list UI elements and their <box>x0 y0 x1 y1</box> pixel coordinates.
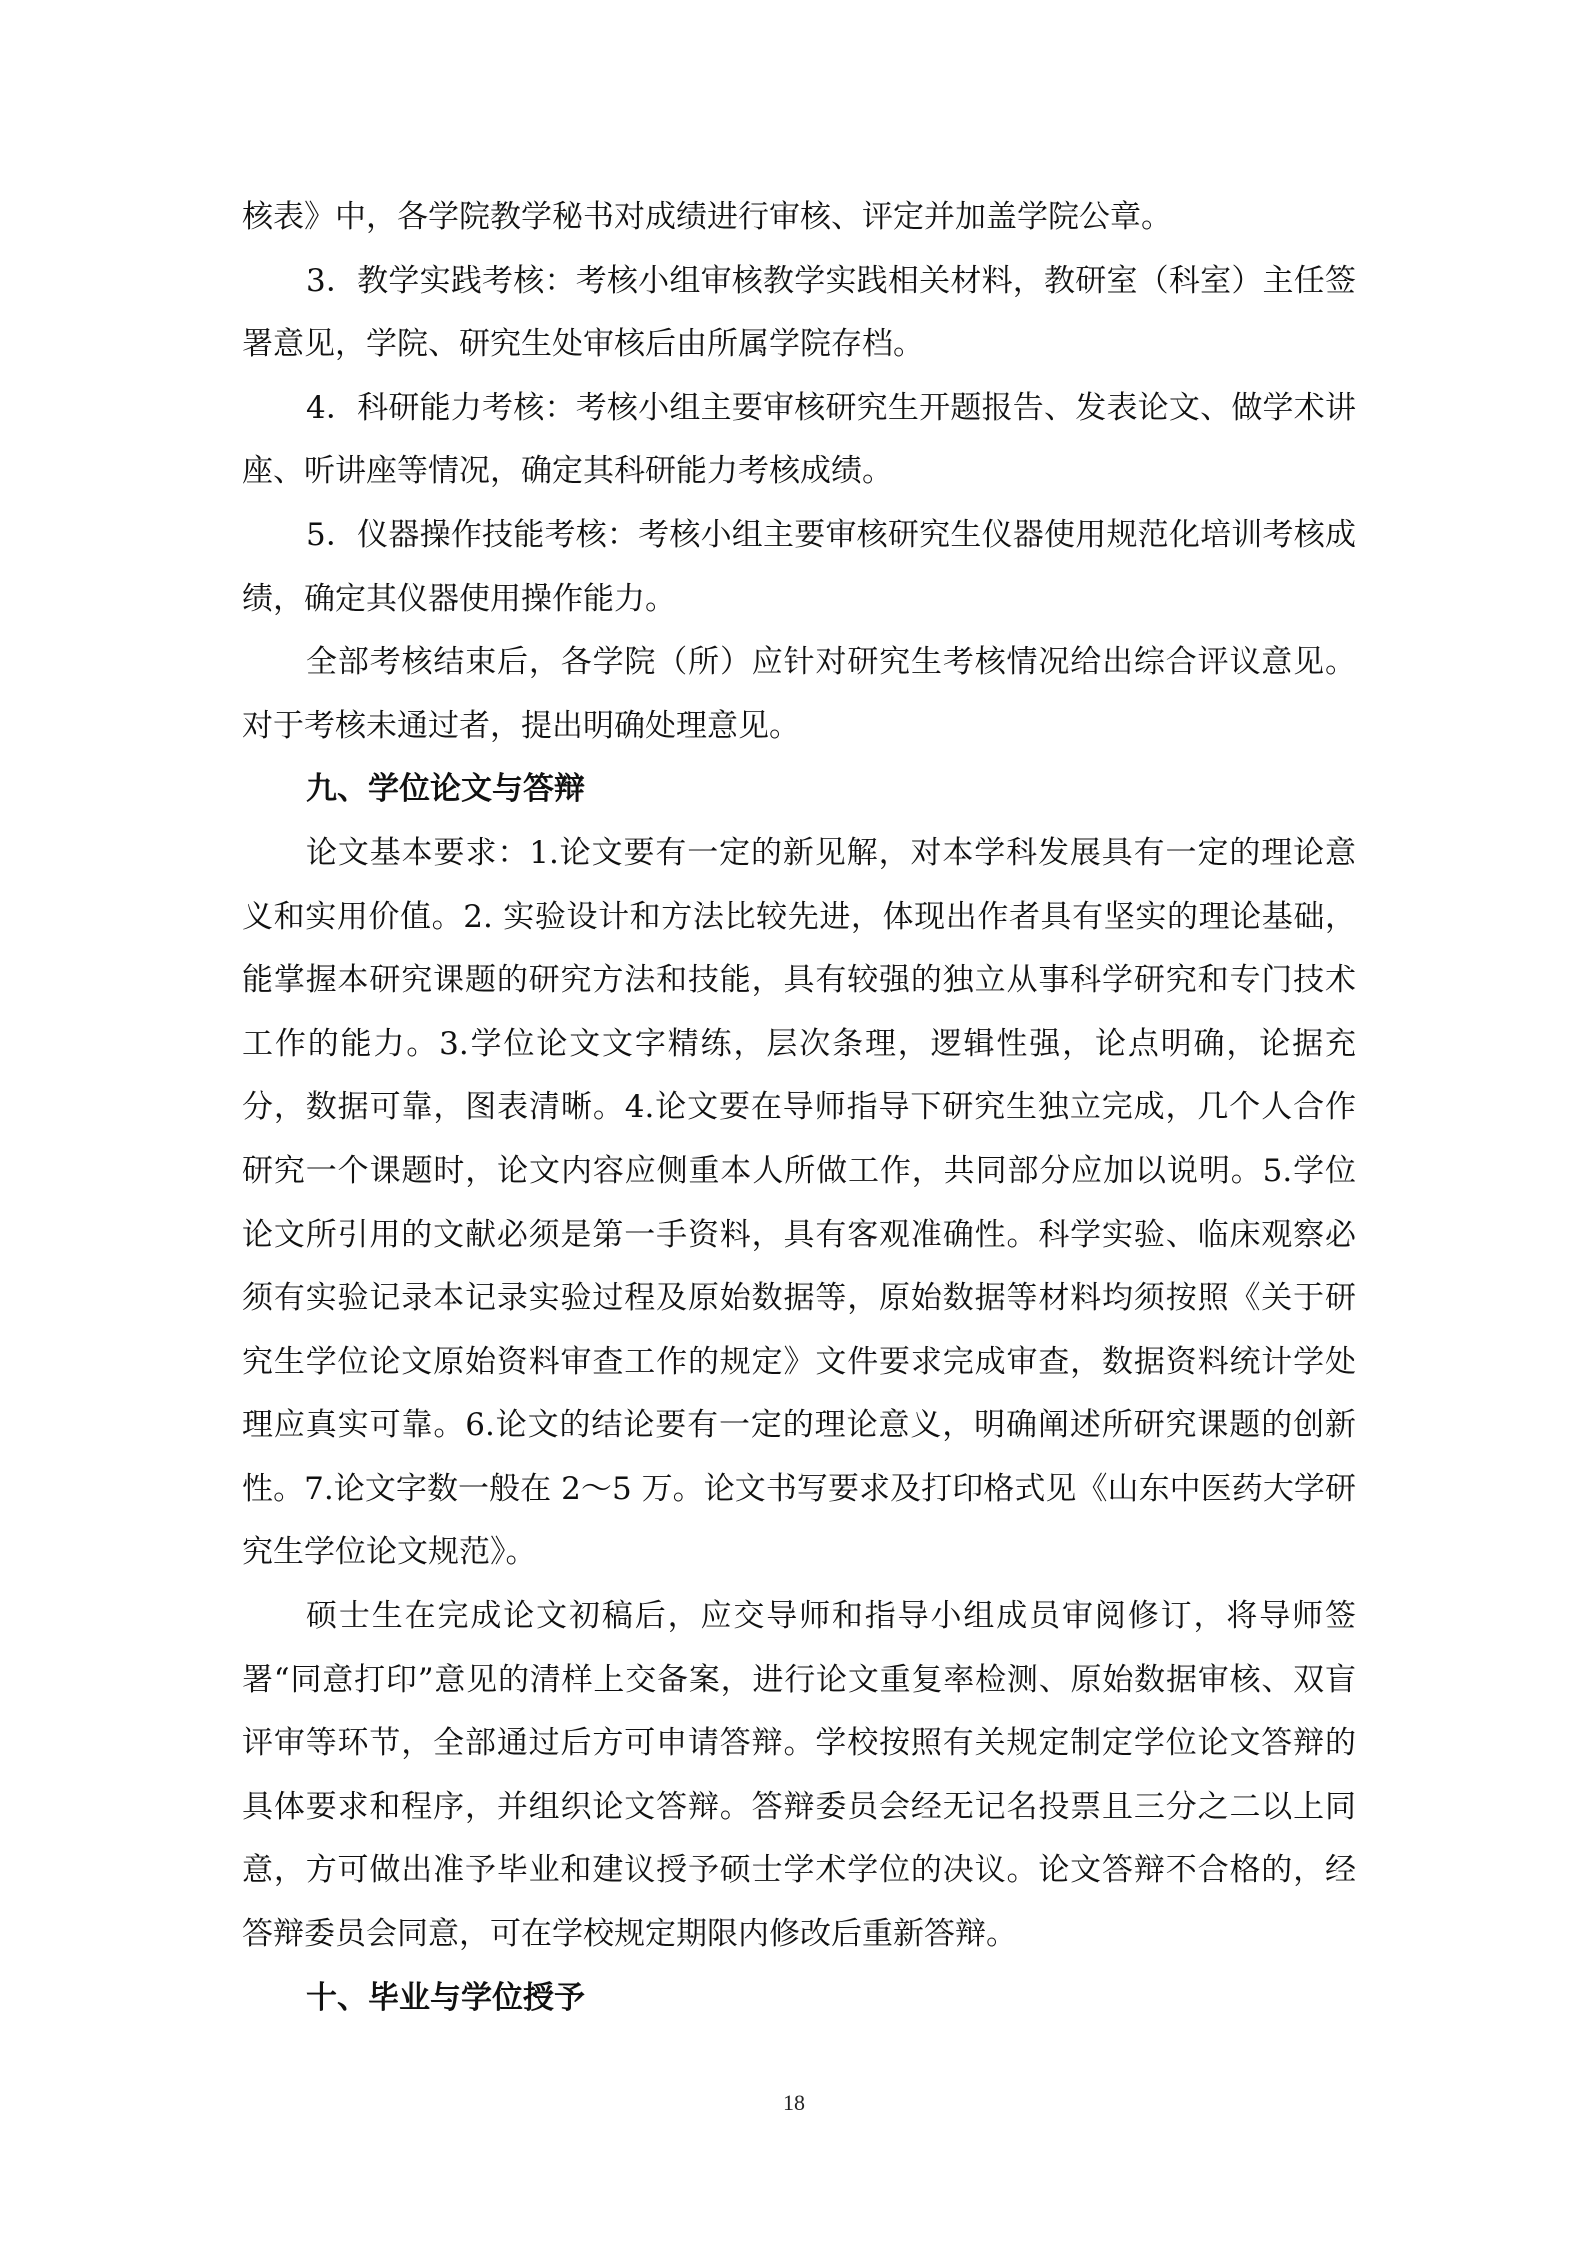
paragraph-research-ability: 4．科研能力考核：考核小组主要审核研究生开题报告、发表论文、做学术讲座、听讲座等情况，确定其科研能力考核成绩。 <box>242 389 1356 490</box>
paragraph-overall-evaluation: 全部考核结束后，各学院（所）应针对研究生考核情况给出综合评议意见。对于考核未通过者，提出明确处理意见。 <box>242 644 1356 744</box>
section-heading-thesis: 九、学位论文与答辩 <box>306 771 585 808</box>
page-number: 18 <box>783 2090 805 2115</box>
paragraph-instrument-skill: 5．仪器操作技能考核：考核小组主要审核研究生仪器使用规范化培训考核成绩，确定其仪器使用操作能力。 <box>242 516 1356 617</box>
paragraph-teaching-practice: 3．教学实践考核：考核小组审核教学实践相关材料，教研室（科室）主任签署意见，学院、研究生处审核后由所属学院存档。 <box>242 262 1356 363</box>
section-heading-graduation: 十、毕业与学位授予 <box>306 1979 585 2016</box>
paragraph-continued: 核表》中，各学院教学秘书对成绩进行审核、评定并加盖学院公章。 <box>242 199 1172 235</box>
paragraph-defense-process: 硕士生在完成论文初稿后，应交导师和指导小组成员审阅修订，将导师签署“同意打印”意见的清样上交备案，进行论文重复率检测、原始数据审核、双盲评审等环节，全部通过后方可申请答辩。学校按照有关规定制定学位论文答辩的具体要求和程序，并组织论文答辩。答辩委员会经无记名投票且三分之二以上同意，方可做出准予毕业和建议授予硕士学术学位的决议。论文答辩不合格的，经答辩委员会同意，可在学校规定期限内修改后重新答辩。 <box>242 1598 1356 1953</box>
paragraph-thesis-requirements: 论文基本要求：1.论文要有一定的新见解，对本学科发展具有一定的理论意义和实用价值。2. 实验设计和方法比较先进，体现出作者具有坚实的理论基础，能掌握本研究课题的研究方法和技能，具有较强的独立从事科学研究和专门技术工作的能力。3.学位论文文字精练，层次条理，逻辑性强，论点明确，论据充分，数据可靠，图表清晰。4.论文要在导师指导下研究生独立完成，几个人合作研究一个课题时，论文内容应侧重本人所做工作，共同部分应加以说明。5.学位论文所引用的文献必须是第一手资料，具有客观准确性。科学实验、临床观察必须有实验记录本记录实验过程及原始数据等，原始数据等材料均须按照《关于研究生学位论文原始资料审查工作的规定》文件要求完成审查，数据资料统计学处理应真实可靠。6.论文的结论要有一定的理论意义，明确阐述所研究课题的创新性。7.论文字数一般在 2～5 万。论文书写要求及打印格式见《山东中医药大学研究生学位论文规范》。 <box>242 834 1356 1571</box>
page-content <box>242 186 1356 2030</box>
